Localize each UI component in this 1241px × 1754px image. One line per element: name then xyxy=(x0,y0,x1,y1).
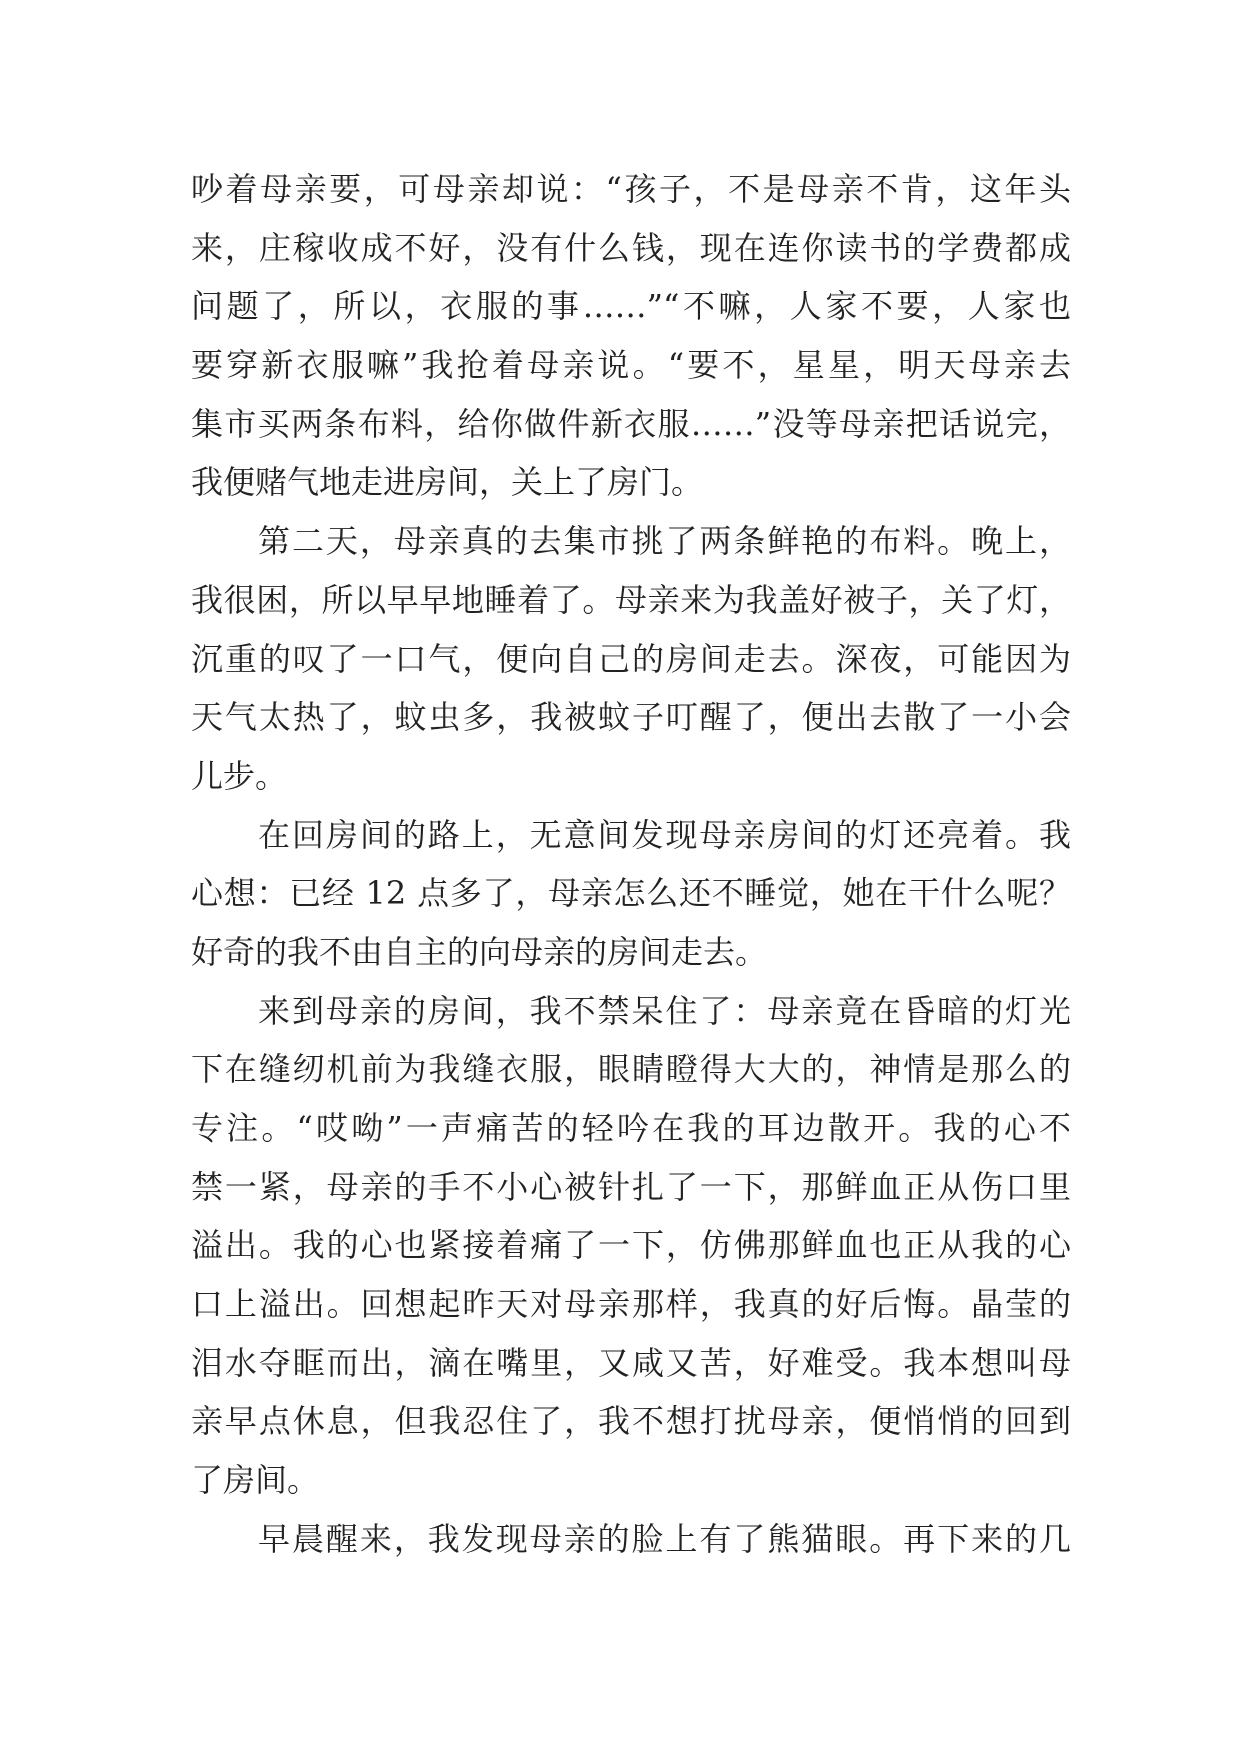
text-line: 在回房间的路上，无意间发现母亲房间的灯还亮着。我 xyxy=(258,815,1071,854)
text-line: 沉重的叹了一口气，便向自己的房间走去。深夜，可能因为 xyxy=(191,639,1071,678)
text-line: 要穿新衣服嘛”我抢着母亲说。“要不，星星，明天母亲去 xyxy=(191,346,1071,385)
text-line: 专注。“哎呦”一声痛苦的轻吟在我的耳边散开。我的心不 xyxy=(191,1109,1071,1147)
text-line: 问题了，所以，衣服的事……”“不嘛，人家不要，人家也 xyxy=(191,287,1071,326)
text-line: 好奇的我不由自主的向母亲的房间走去。 xyxy=(191,932,768,971)
text-line: 来到母亲的房间，我不禁呆住了：母亲竟在昏暗的灯光 xyxy=(258,991,1071,1030)
text-line: 第二天，母亲真的去集市挑了两条鲜艳的布料。晚上， xyxy=(258,522,1071,561)
text-line: 早晨醒来，我发现母亲的脸上有了熊猫眼。再下来的几 xyxy=(258,1519,1071,1558)
text-line: 了房间。 xyxy=(191,1461,320,1500)
text-line: 集市买两条布料，给你做件新衣服……”没等母亲把话说完， xyxy=(191,404,1071,443)
text-line: 口上溢出。回想起昨天对母亲那样，我真的好后悔。晶莹的 xyxy=(191,1285,1071,1324)
text-line: 儿步。 xyxy=(191,756,288,795)
text-line: 下在缝纫机前为我缝衣服，眼睛瞪得大大的，神情是那么的 xyxy=(191,1050,1071,1089)
body-text xyxy=(191,160,1071,1569)
text-line: 心想：已经 12 点多了，母亲怎么还不睡觉，她在干什么呢？ xyxy=(191,874,1071,913)
text-line: 禁一紧，母亲的手不小心被针扎了一下，那鲜血正从伤口里 xyxy=(191,1167,1071,1206)
text-line: 溢出。我的心也紧接着痛了一下，仿佛那鲜血也正从我的心 xyxy=(191,1226,1071,1265)
text-line: 我很困，所以早早地睡着了。母亲来为我盖好被子，关了灯， xyxy=(191,580,1071,619)
text-line: 泪水夺眶而出，滴在嘴里，又咸又苦，好难受。我本想叫母 xyxy=(191,1343,1071,1382)
text-line: 亲早点休息，但我忍住了，我不想打扰母亲，便悄悄的回到 xyxy=(191,1402,1071,1441)
text-line: 天气太热了，蚊虫多，我被蚊子叮醒了，便出去散了一小会 xyxy=(191,698,1071,737)
text-line: 我便赌气地走进房间，关上了房门。 xyxy=(191,463,704,502)
text-line: 来，庄稼收成不好，没有什么钱，现在连你读书的学费都成 xyxy=(191,228,1071,267)
text-line: 吵着母亲要，可母亲却说：“孩子，不是母亲不肯，这年头 xyxy=(191,170,1071,208)
